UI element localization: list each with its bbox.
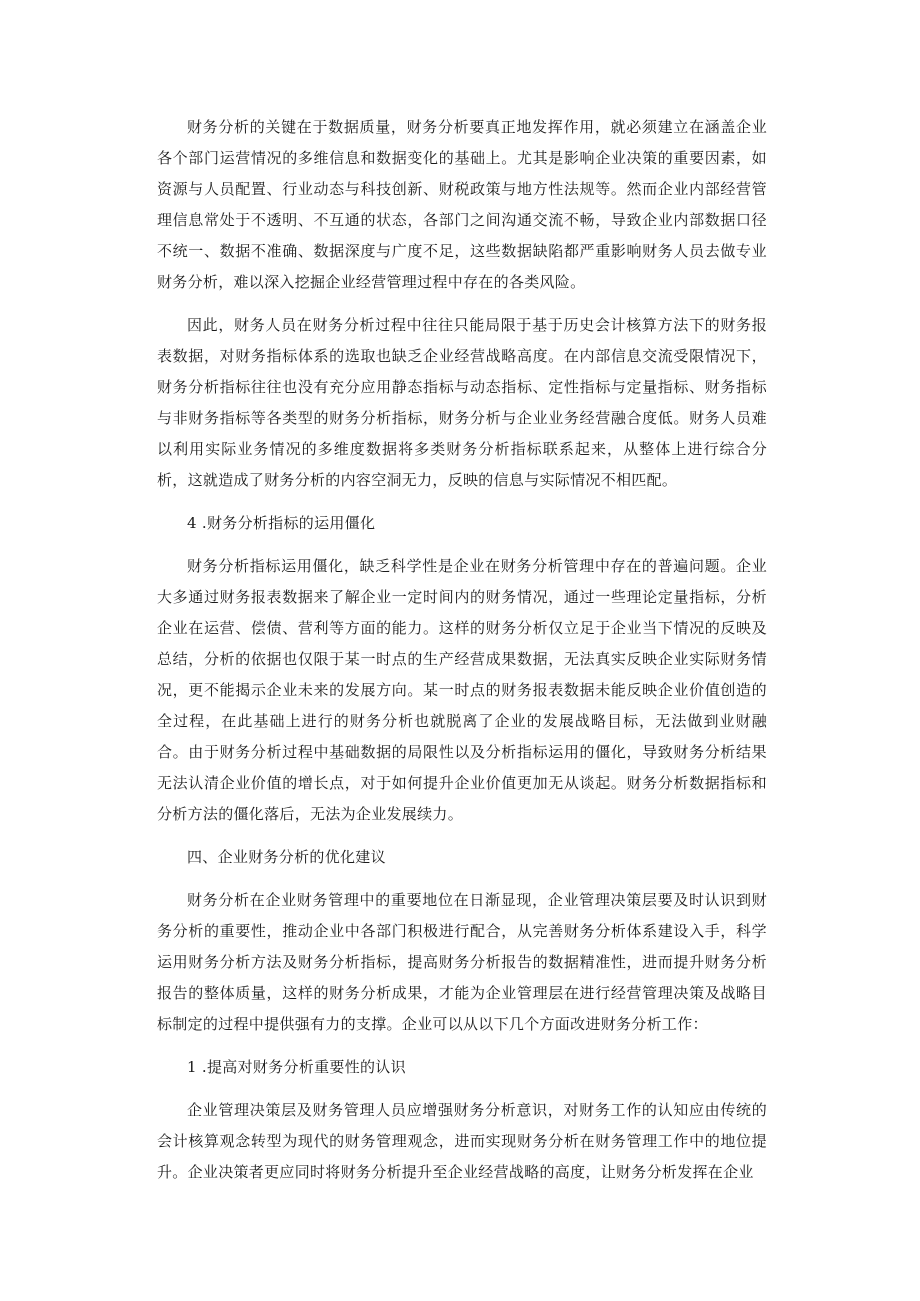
section-heading-optimization: 四、企业财务分析的优化建议 (187, 848, 386, 866)
section-heading-1: 1 .提高对财务分析重要性的认识 (187, 1058, 406, 1076)
document-page (157, 112, 767, 1188)
paragraph-awareness: 企业管理决策层及财务管理人员应增强财务分析意识，对财务工作的认知应由传统的会计核算观念转型为现代的财务管理观念，进而实现财务分析在财务管理工作中的地位提升。企业决策者更应同时将财务分析提升至企业经营战略的高度，让财务分析发挥在企业 (157, 1101, 767, 1181)
paragraph-optimization-intro: 财务分析在企业财务管理中的重要地位在日渐显现，企业管理决策层要及时认识到财务分析的重要性，推动企业中各部门积极进行配合，从完善财务分析体系建设入手，科学运用财务分析方法及财务分析指标，提高财务分析报告的数据精准性，进而提升财务分析报告的整体质量，这样的财务分析成果，才能为企业管理层在进行经营管理决策及战略目标制定的过程中提供强有力的支撑。企业可以从以下几个方面改进财务分析工作： (157, 891, 767, 1033)
section-heading-4: 4 .财务分析指标的运用僵化 (187, 514, 376, 532)
paragraph-limited-indicators: 因此，财务人员在财务分析过程中往往只能局限于基于历史会计核算方法下的财务报表数据，对财务指标体系的选取也缺乏企业经营战略高度。在内部信息交流受限情况下，财务分析指标往往也没有充分应用静态指标与动态指标、定性指标与定量指标、财务指标与非财务指标等各类型的财务分析指标，财务分析与企业业务经营融合度低。财务人员难以利用实际业务情况的多维度数据将多类财务分析指标联系起来，从整体上进行综合分析，这就造成了财务分析的内容空洞无力，反映的信息与实际情况不相匹配。 (157, 316, 767, 489)
paragraph-data-quality: 财务分析的关键在于数据质量，财务分析要真正地发挥作用，就必须建立在涵盖企业各个部门运营情况的多维信息和数据变化的基础上。尤其是影响企业决策的重要因素，如资源与人员配置、行业动态与科技创新、财税政策与地方性法规等。然而企业内部经营管理信息常处于不透明、不互通的状态，各部门之间沟通交流不畅，导致企业内部数据口径不统一、数据不准确、数据深度与广度不足，这些数据缺陷都严重影响财务人员去做专业财务分析，难以深入挖掘企业经营管理过程中存在的各类风险。 (157, 118, 767, 291)
paragraph-rigid-indicators: 财务分析指标运用僵化，缺乏科学性是企业在财务分析管理中存在的普遍问题。企业大多通过财务报表数据来了解企业一定时间内的财务情况，通过一些理论定量指标，分析企业在运营、偿债、营利等方面的能力。这样的财务分析仅立足于企业当下情况的反映及总结，分析的依据也仅限于某一时点的生产经营成果数据，无法真实反映企业实际财务情况，更不能揭示企业未来的发展方向。某一时点的财务报表数据未能反映企业价值创造的全过程，在此基础上进行的财务分析也就脱离了企业的发展战略目标，无法做到业财融合。由于财务分析过程中基础数据的局限性以及分析指标运用的僵化，导致财务分析结果无法认清企业价值的增长点，对于如何提升企业价值更加无从谈起。财务分析数据指标和分析方法的僵化落后，无法为企业发展续力。 (157, 557, 767, 823)
